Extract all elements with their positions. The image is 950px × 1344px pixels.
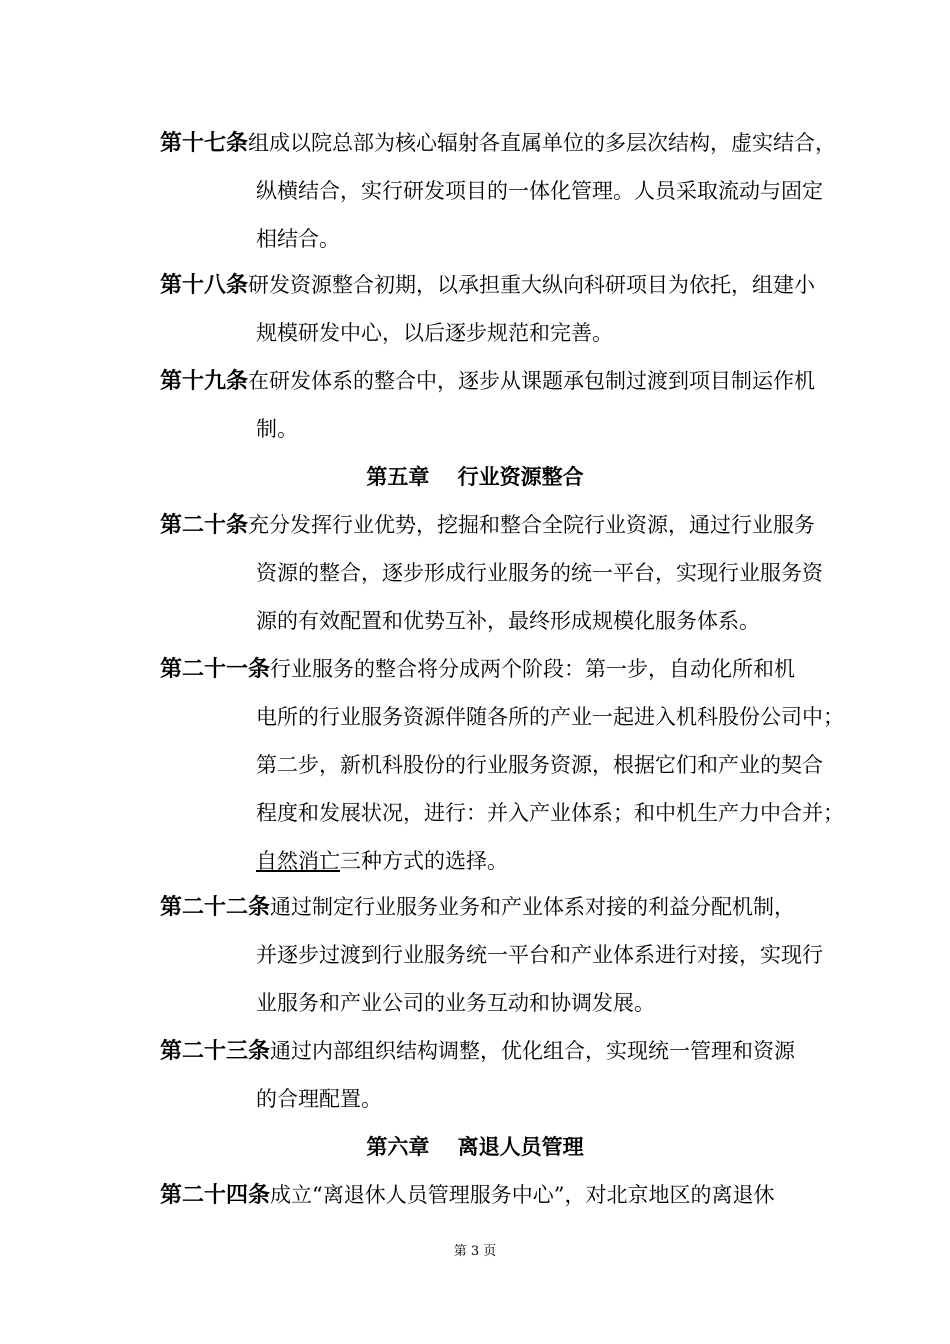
article-label: 第十九条: [160, 368, 249, 394]
chapter-5-heading: 第五章 行业资源整合: [366, 464, 584, 489]
article-text-line: 第二步，新机科股份的行业服务资源，根据它们和产业的契合: [256, 753, 823, 777]
article-text-line: 资源的整合，逐步形成行业服务的统一平台，实现行业服务资: [256, 561, 823, 585]
article-label: 第十七条: [160, 130, 249, 156]
article-text-line: 规模研发中心，以后逐步规范和完善。: [256, 321, 613, 345]
article-text-line: 相结合。: [256, 227, 340, 251]
article-text-line: 组成以院总部为核心辐射各直属单位的多层次结构，虚实结合，: [248, 131, 837, 155]
article-text-line: 的合理配置。: [256, 1087, 382, 1111]
article-label: 第二十一条: [160, 656, 271, 682]
article-text-line: 电所的行业服务资源伴随各所的产业一起进入机科股份公司中；: [256, 705, 844, 729]
article-label: 第十八条: [160, 272, 249, 298]
article-text-line: 充分发挥行业优势，挖掘和整合全院行业资源，通过行业服务: [248, 513, 816, 537]
article-text-line: 制。: [256, 417, 298, 441]
article-text-line: 通过制定行业服务业务和产业体系对接的利益分配机制，: [270, 895, 796, 919]
article-text-line: 成立“离退休人员管理服务中心”，对北京地区的离退休: [270, 1183, 775, 1207]
underlined-text: 自然消亡: [256, 849, 340, 873]
article-text-line: 三种方式的选择。: [340, 849, 508, 873]
chapter-6-heading: 第六章 离退人员管理: [366, 1134, 584, 1159]
article-text-line: 纵横结合，实行研发项目的一体化管理。人员采取流动与固定: [256, 179, 823, 203]
article-text-line: 在研发体系的整合中，逐步从课题承包制过渡到项目制运作机: [248, 369, 816, 393]
article-text-line: 通过内部组织结构调整，优化组合，实现统一管理和资源: [270, 1039, 796, 1063]
article-text-line: 并逐步过渡到行业服务统一平台和产业体系进行对接，实现行: [256, 943, 823, 967]
article-label: 第二十二条: [160, 894, 271, 920]
article-label: 第二十三条: [160, 1038, 271, 1064]
article-text-line: 研发资源整合初期，以承担重大纵向科研项目为依托，组建小: [248, 273, 816, 297]
page-number-footer: 第 3 页: [453, 1244, 497, 1259]
article-text-line: 行业服务的整合将分成两个阶段：第一步，自动化所和机: [270, 657, 796, 681]
article-text-line: 程度和发展状况，进行：并入产业体系；和中机生产力中合并；: [256, 801, 844, 825]
article-label: 第二十条: [160, 512, 249, 538]
article-text-line: 业服务和产业公司的业务互动和协调发展。: [256, 991, 655, 1015]
article-label: 第二十四条: [160, 1182, 271, 1208]
article-text-line: 源的有效配置和优势互补，最终形成规模化服务体系。: [256, 609, 760, 633]
